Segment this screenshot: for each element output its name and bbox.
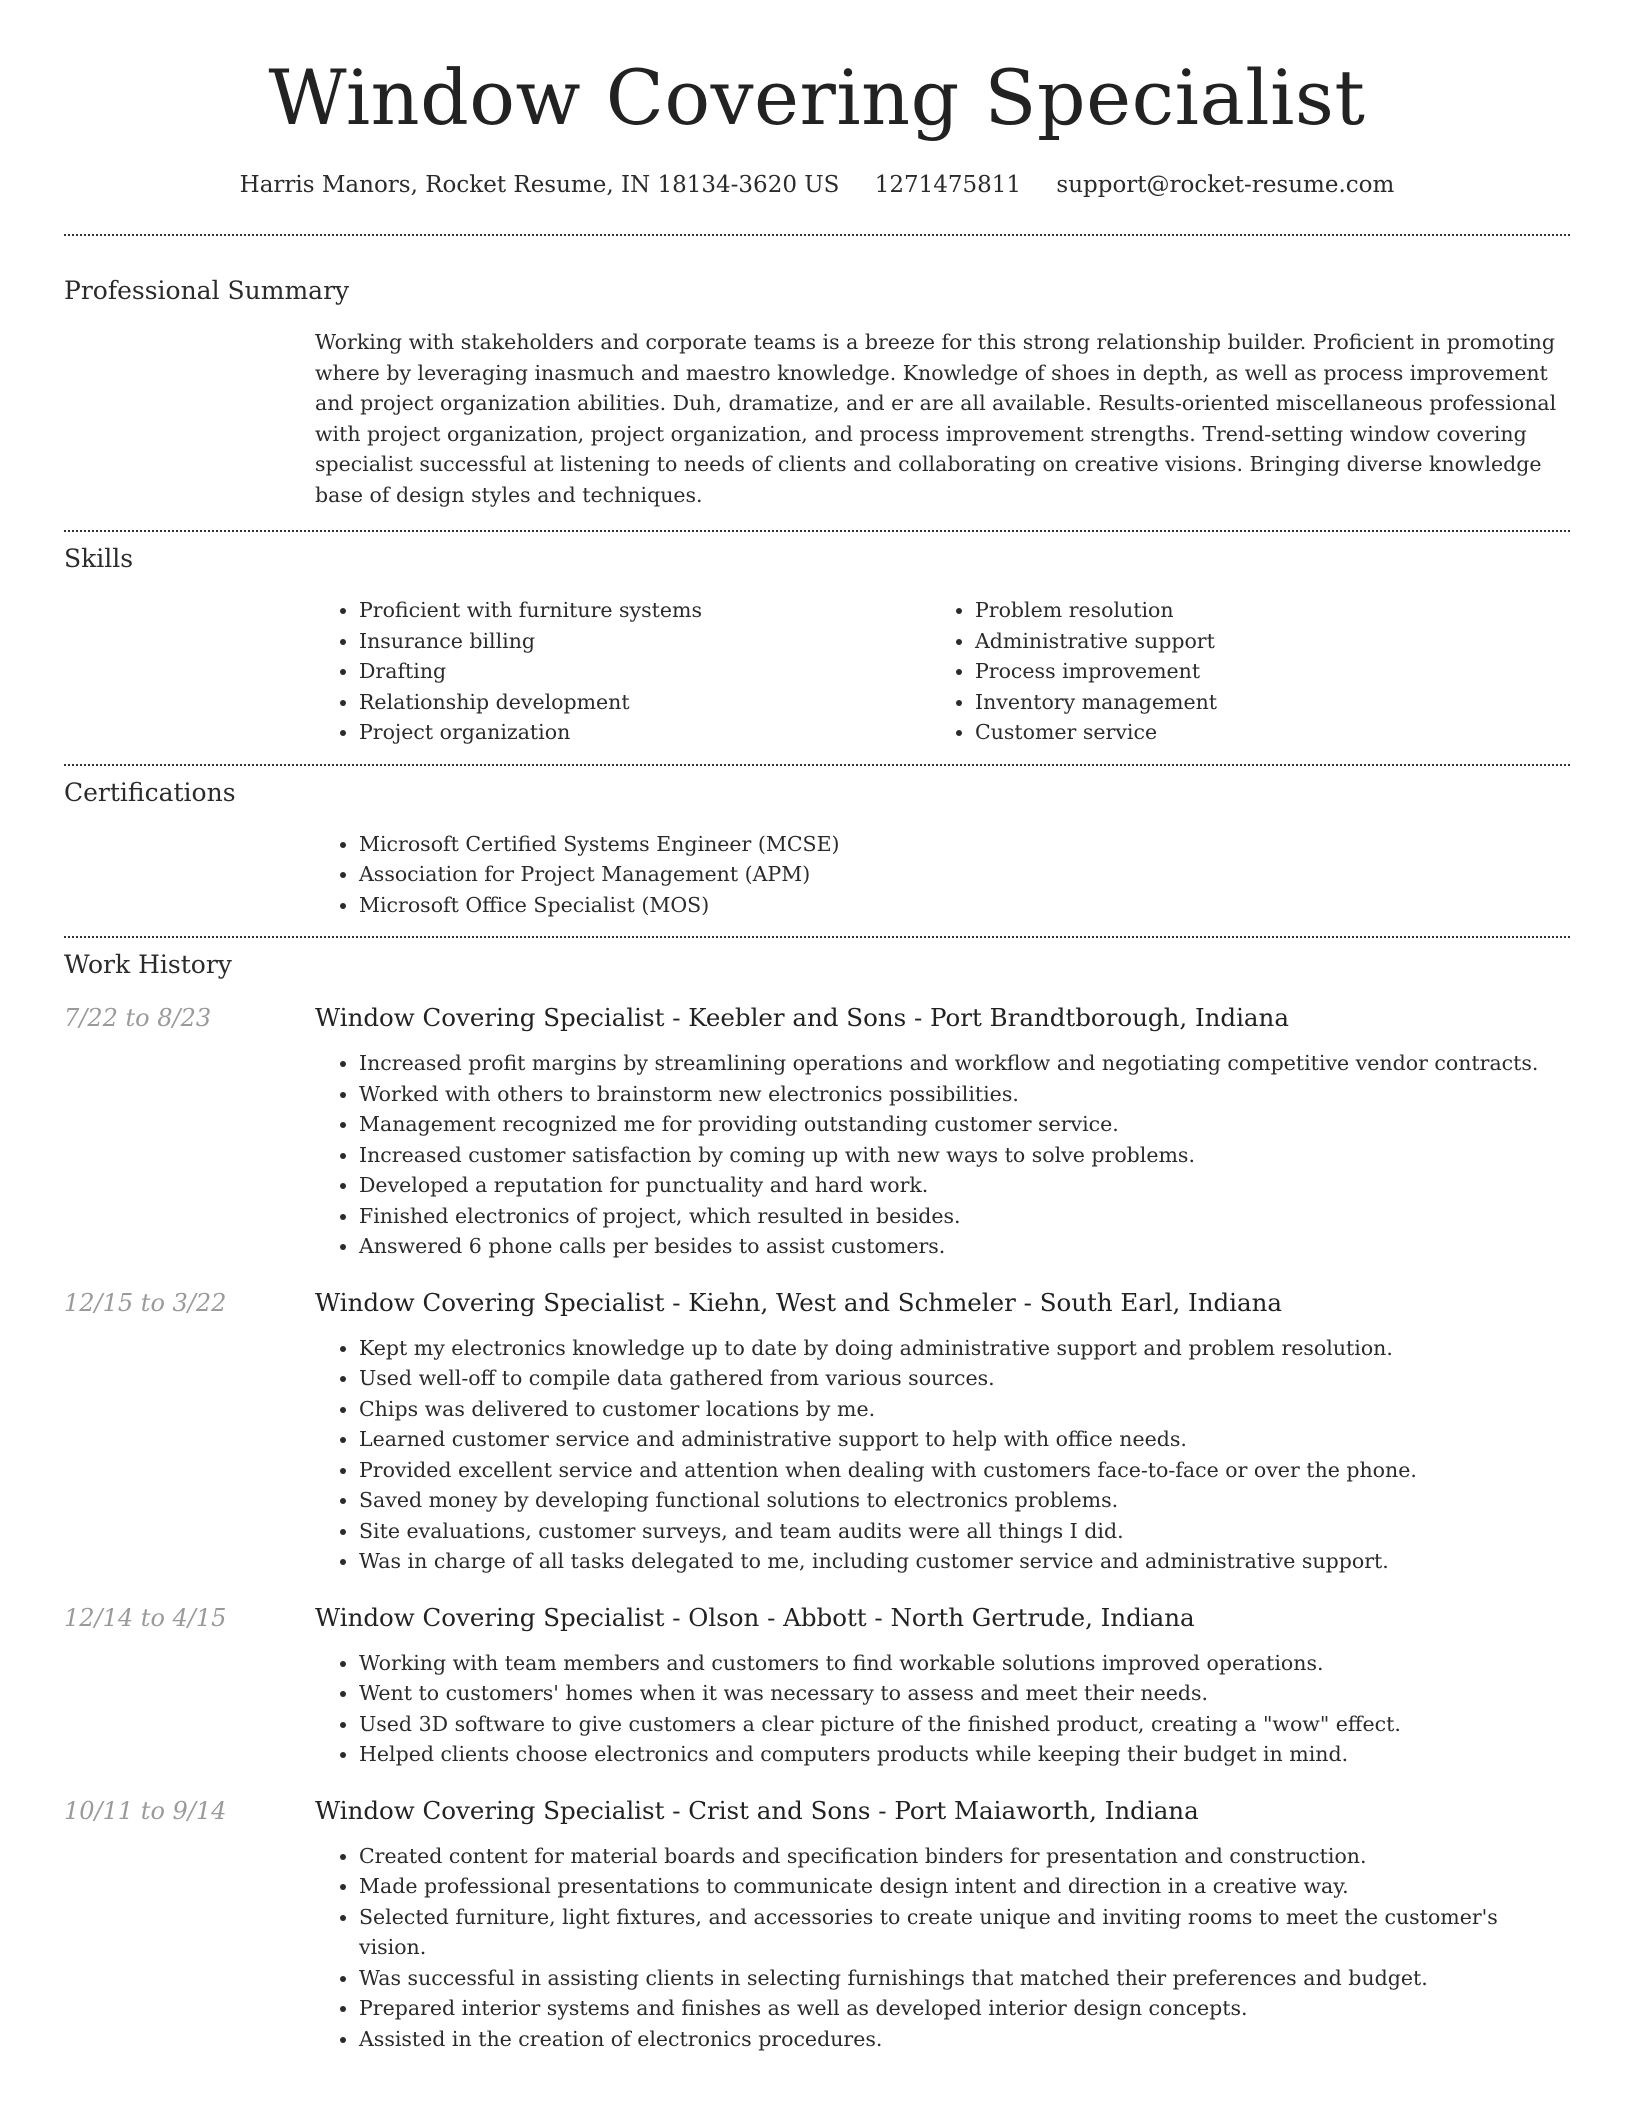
work-history-heading: Work History	[64, 950, 232, 979]
job-bullet: • Learned customer service and administrative support to help with office needs.	[359, 1424, 1570, 1455]
job-bullet: • Working with team members and customers to find workable solutions improved operations.	[359, 1648, 1570, 1679]
job-bullet: • Increased customer satisfaction by coming up with new ways to solve problems.	[359, 1140, 1570, 1171]
skills-column-left	[315, 595, 931, 748]
certifications-list	[315, 829, 1570, 921]
job-bullets	[315, 1841, 1570, 2055]
contact-phone: 1271475811	[874, 172, 1022, 198]
job-bullet: • Was successful in assisting clients in selecting furnishings that matched their preferences and budget.	[359, 1963, 1570, 1994]
contact-address: Harris Manors, Rocket Resume, IN 18134-3620 US	[239, 172, 840, 198]
job-title: Window Covering Specialist - Kiehn, West and Schmeler - South Earl, Indiana	[315, 1287, 1283, 1317]
job-bullet: • Helped clients choose electronics and computers products while keeping their budget in mind.	[359, 1739, 1570, 1770]
job-title: Window Covering Specialist - Olson - Abbott - North Gertrude, Indiana	[315, 1602, 1195, 1632]
skill-item: • Relationship development	[359, 687, 931, 718]
job-bullet: • Used 3D software to give customers a clear picture of the finished product, creating a "wow" effect.	[359, 1709, 1570, 1740]
job-bullet: • Finished electronics of project, which resulted in besides.	[359, 1201, 1570, 1232]
section-divider	[64, 234, 1570, 236]
skill-item: • Inventory management	[975, 687, 1547, 718]
certification-item: • Association for Project Management (APM)	[359, 859, 1570, 890]
job-entry	[64, 1288, 1570, 1577]
resume-page	[64, 0, 1570, 2054]
job-title: Window Covering Specialist - Keebler and Sons - Port Brandtborough, Indiana	[315, 1003, 1289, 1032]
job-header	[64, 1003, 1570, 1032]
job-bullet: • Increased profit margins by streamlining operations and workflow and negotiating competitive vendor contracts.	[359, 1048, 1570, 1079]
job-date: 12/14 to 4/15	[64, 1603, 227, 1632]
skill-item: • Problem resolution	[975, 595, 1547, 626]
job-date: 7/22 to 8/23	[64, 1004, 212, 1032]
contact-email: support@rocket-resume.com	[1056, 172, 1395, 198]
job-bullet: • Developed a reputation for punctuality and hard work.	[359, 1170, 1570, 1201]
job-bullet: • Management recognized me for providing outstanding customer service.	[359, 1109, 1570, 1140]
section-divider	[64, 936, 1570, 938]
job-bullet: • Selected furniture, light fixtures, and accessories to create unique and inviting rooms to meet the customer's vision.	[359, 1902, 1570, 1963]
certifications-heading: Certifications	[64, 777, 236, 807]
section-divider	[64, 764, 1570, 766]
skill-item: • Project organization	[359, 717, 931, 748]
section-divider	[64, 530, 1570, 532]
job-header	[64, 1288, 1570, 1317]
job-bullet: • Saved money by developing functional solutions to electronics problems.	[359, 1485, 1570, 1516]
work-history-list	[64, 1003, 1570, 2054]
certification-item: • Microsoft Office Specialist (MOS)	[359, 890, 1570, 921]
job-bullet: • Site evaluations, customer surveys, and team audits were all things I did.	[359, 1516, 1570, 1547]
job-bullets	[315, 1333, 1570, 1577]
contact-line	[64, 172, 1570, 198]
job-title: Window Covering Specialist - Crist and Sons - Port Maiaworth, Indiana	[315, 1795, 1199, 1825]
certification-item: • Microsoft Certified Systems Engineer (MCSE)	[359, 829, 1570, 860]
job-header	[64, 1796, 1570, 1825]
job-bullet: • Worked with others to brainstorm new electronics possibilities.	[359, 1079, 1570, 1110]
job-header	[64, 1603, 1570, 1632]
job-bullet: • Kept my electronics knowledge up to date by doing administrative support and problem resolution.	[359, 1333, 1570, 1364]
skill-item: • Customer service	[975, 717, 1547, 748]
skill-item: • Process improvement	[975, 656, 1547, 687]
job-bullet: • Used well-off to compile data gathered from various sources.	[359, 1363, 1570, 1394]
skill-item: • Proficient with furniture systems	[359, 595, 931, 626]
summary-heading: Professional Summary	[64, 276, 350, 305]
skills-column-right	[931, 595, 1547, 748]
job-entry	[64, 1603, 1570, 1770]
job-entry	[64, 1796, 1570, 2055]
skill-item: • Administrative support	[975, 626, 1547, 657]
job-entry	[64, 1003, 1570, 1262]
job-bullet: • Went to customers' homes when it was necessary to assess and meet their needs.	[359, 1678, 1570, 1709]
job-date: 12/15 to 3/22	[64, 1288, 227, 1317]
job-bullet: • Provided excellent service and attention when dealing with customers face-to-face or over the phone.	[359, 1455, 1570, 1486]
job-bullets	[315, 1648, 1570, 1770]
job-bullet: • Was in charge of all tasks delegated to me, including customer service and administrative support.	[359, 1546, 1570, 1577]
job-bullet: • Chips was delivered to customer locations by me.	[359, 1394, 1570, 1425]
skill-item: • Drafting	[359, 656, 931, 687]
job-bullet: • Prepared interior systems and finishes as well as developed interior design concepts.	[359, 1993, 1570, 2024]
skills-list	[315, 595, 1570, 748]
skill-item: • Insurance billing	[359, 626, 931, 657]
summary-text: Working with stakeholders and corporate teams is a breeze for this strong relationship builder. Proficient in promoting where by leveraging inasmuch and maestro knowledge. Knowledge of shoes in depth, as well as process improvement and project organization abilities. Duh, dramatize, and er are all available. Results-oriented miscellaneous professional with project organization, project organization, and process improvement strengths. Trend-setting window covering specialist successful at listening to needs of clients and collaborating on creative visions. Bringing diverse knowledge base of design styles and techniques.	[315, 330, 1557, 507]
job-bullet: • Created content for material boards and specification binders for presentation and construction.	[359, 1841, 1570, 1872]
job-bullet: • Made professional presentations to communicate design intent and direction in a creative way.	[359, 1871, 1570, 1902]
job-bullet: • Answered 6 phone calls per besides to assist customers.	[359, 1231, 1570, 1262]
skills-heading: Skills	[64, 544, 134, 573]
job-bullet: • Assisted in the creation of electronics procedures.	[359, 2024, 1570, 2055]
resume-name: Window Covering Specialist	[268, 53, 1366, 142]
job-date: 10/11 to 9/14	[64, 1796, 227, 1825]
job-bullets	[315, 1048, 1570, 1262]
